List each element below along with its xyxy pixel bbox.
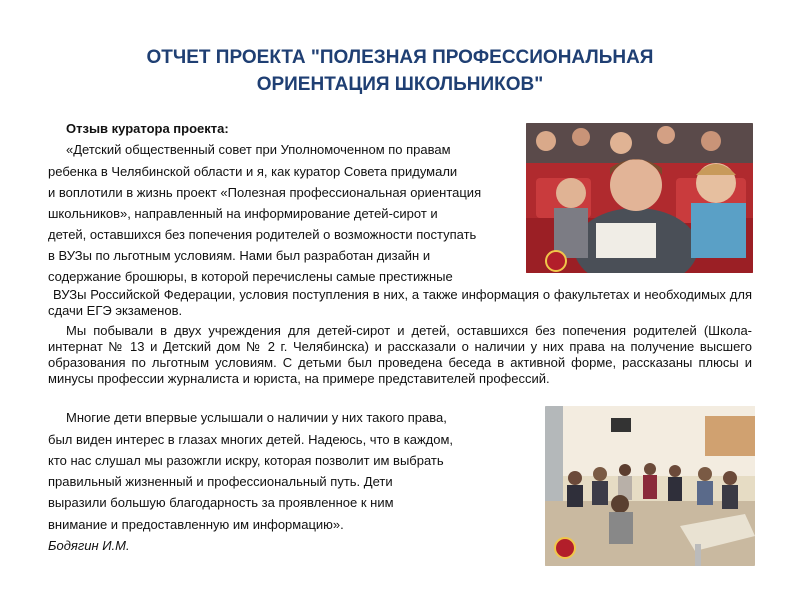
- text-line: кто нас слушал мы разожгли искру, которая позволит им выбрать: [48, 453, 444, 468]
- title-line-1: ОТЧЕТ ПРОЕКТА "ПОЛЕЗНАЯ ПРОФЕССИОНАЛЬНАЯ: [146, 47, 654, 68]
- text-line: выразили большую благодарность за проявленное к ним: [48, 495, 394, 510]
- title-line-2: ОРИЕНТАЦИЯ ШКОЛЬНИКОВ": [256, 74, 544, 95]
- text-line: ребенка в Челябинской области и я, как куратор Совета придумали: [48, 164, 458, 179]
- page-title: [0, 44, 800, 98]
- paragraph-continuation: [48, 287, 752, 319]
- text-line: «Детский общественный совет при Уполномоченном по правам: [66, 142, 451, 157]
- paragraph-text: Мы побывали в двух учреждения для детей-сирот и детей, оставшихся без попечения родителей (Школа-интернат № 13 и Детский дом № 2 г. Челябинска) и рассказали о наличии у них права на получение высшего образования по льготным условиям. С детьми был проведена беседа в активной форме, рассказаны плюсы и минусы профессии журналиста и юриста, на примере представителей профессий.: [48, 323, 752, 386]
- signature: Бодягин И.М.: [48, 538, 130, 553]
- text-line: и воплотили в жизнь проект «Полезная профессиональная ориентация: [48, 185, 482, 200]
- text-line: был виден интерес в глазах многих детей. Надеюсь, что в каждом,: [48, 432, 454, 447]
- text-line: детей, оставшихся без попечения родителей о возможности поступать: [48, 227, 477, 242]
- paragraph-text: ВУЗы Российской Федерации, условия поступления в них, а также информация о факультетах и необходимых для сдачи ЕГЭ экзаменов.: [48, 287, 752, 318]
- text-line: Многие дети впервые услышали о наличии у них такого права,: [66, 410, 447, 425]
- discussion-photo: [545, 406, 755, 566]
- text-line: школьников», направленный на информирование детей-сирот и: [48, 206, 438, 221]
- paragraph-visits: [48, 323, 752, 387]
- auditorium-photo: [526, 123, 753, 273]
- text-line: в ВУЗы по льготным условиям. Нами был разработан дизайн и: [48, 248, 431, 263]
- text-line: содержание брошюры, в которой перечислены самые престижные: [48, 269, 453, 284]
- text-line: правильный жизненный и профессиональный путь. Дети: [48, 474, 393, 489]
- review-heading: Отзыв куратора проекта:: [66, 121, 229, 136]
- text-line: внимание и предоставленную им информацию».: [48, 517, 344, 532]
